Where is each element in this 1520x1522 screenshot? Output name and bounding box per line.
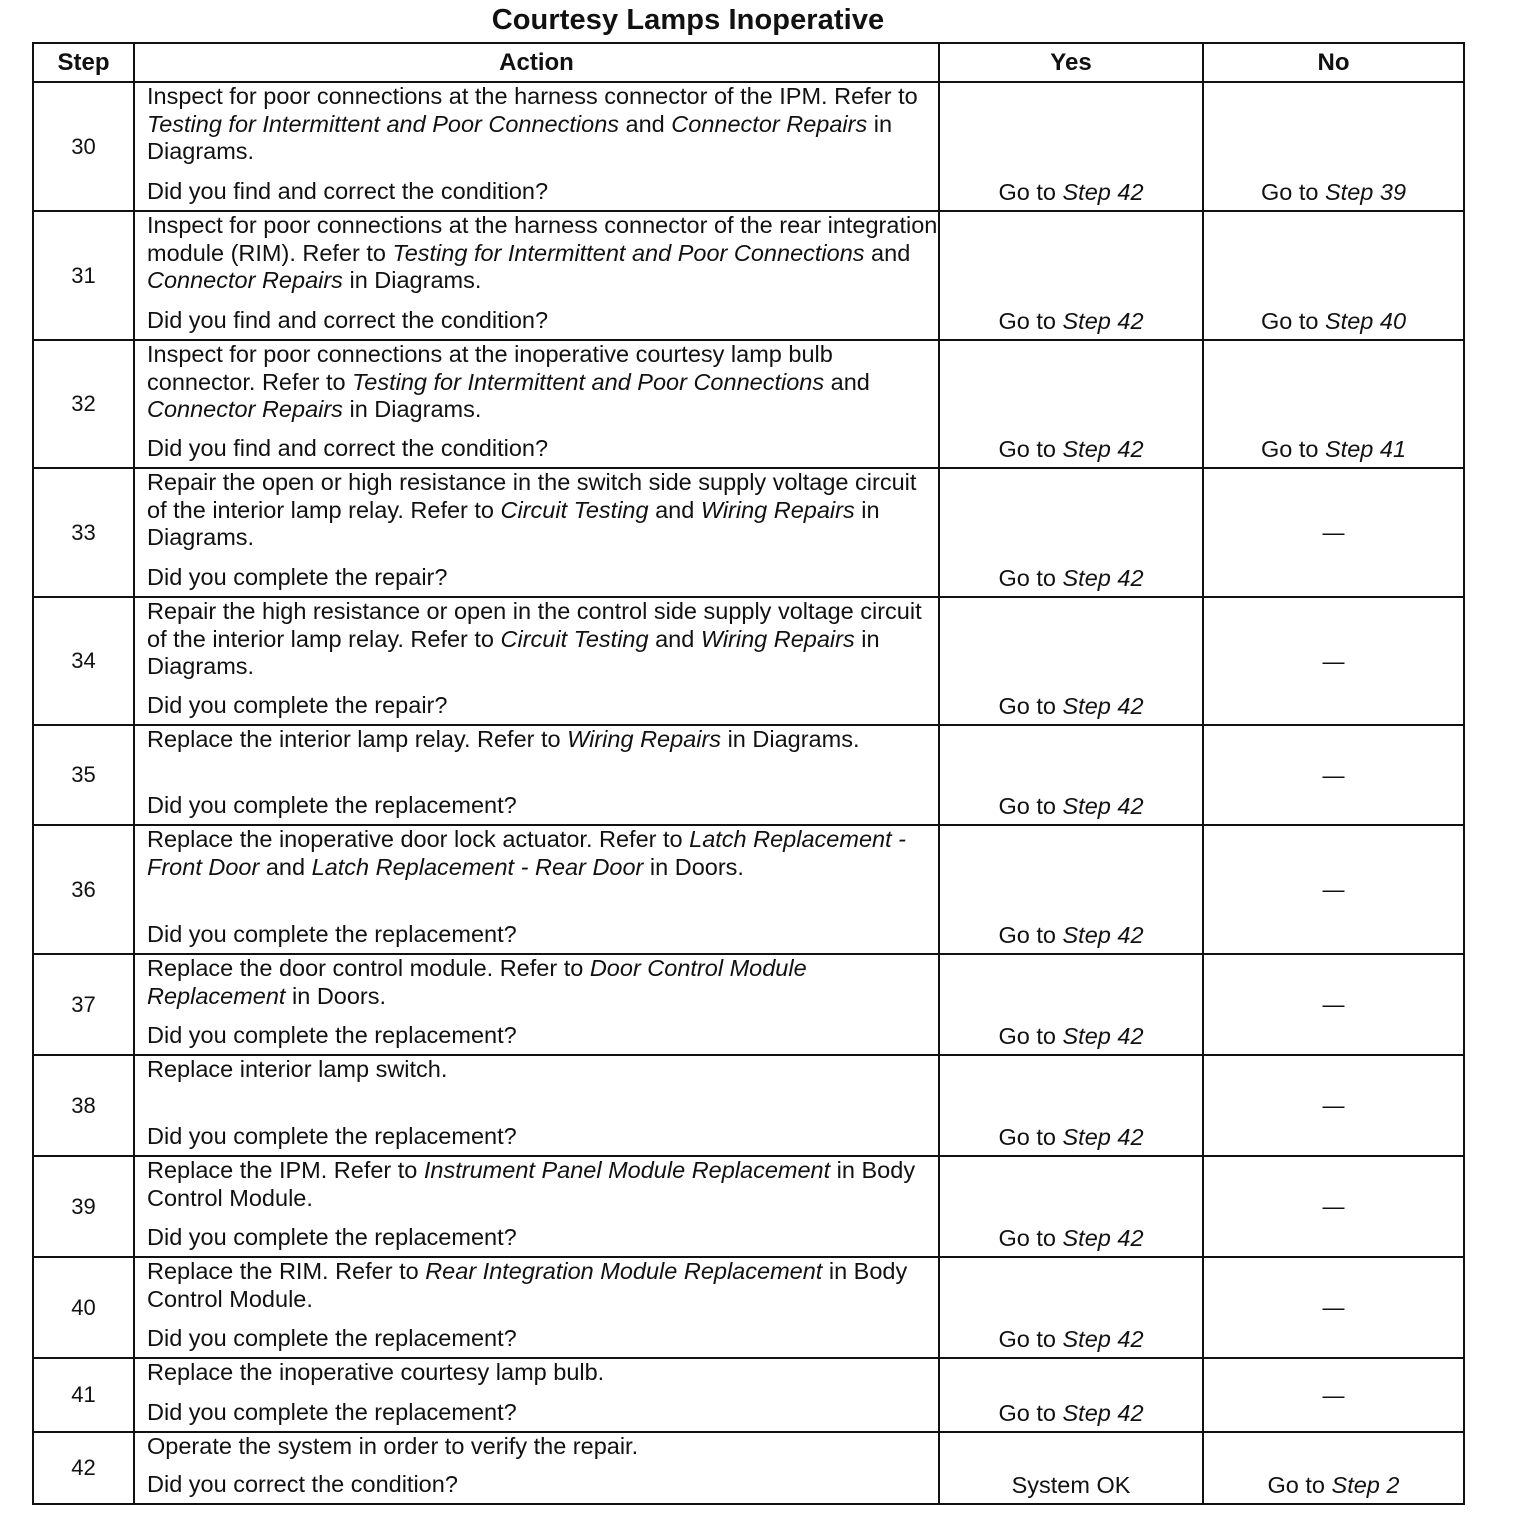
action-instruction bbox=[147, 1359, 938, 1387]
action-text: and bbox=[259, 853, 312, 880]
action-text: Replace the RIM. Refer to bbox=[147, 1258, 426, 1284]
not-applicable-dash: — bbox=[1322, 1194, 1345, 1219]
action-question: Did you complete the repair? bbox=[147, 691, 448, 718]
not-applicable-dash: — bbox=[1322, 1295, 1345, 1320]
action-cell bbox=[134, 340, 939, 468]
no-result bbox=[1203, 1055, 1464, 1156]
no-result bbox=[1203, 954, 1464, 1055]
not-applicable-dash: — bbox=[1322, 520, 1345, 545]
not-applicable-dash: — bbox=[1322, 648, 1345, 674]
action-text: in Diagrams. bbox=[342, 267, 482, 293]
action-reference: Testing for Intermittent and Poor Connections bbox=[147, 110, 620, 137]
action-question: Did you find and correct the condition? bbox=[147, 177, 549, 204]
action-question: Did you find and correct the condition? bbox=[147, 434, 549, 461]
action-text: Replace the inoperative door lock actuator. Refer to bbox=[147, 826, 690, 852]
not-applicable-dash: — bbox=[1322, 1093, 1345, 1118]
yes-result bbox=[939, 597, 1203, 725]
yes-reference: Step 42 bbox=[1062, 693, 1144, 719]
action-text: and bbox=[864, 239, 911, 266]
yes-reference: Step 42 bbox=[1062, 1124, 1144, 1150]
action-reference: Testing for Intermittent and Poor Connections bbox=[352, 368, 825, 395]
yes-result bbox=[939, 1055, 1203, 1156]
action-text: Replace the inoperative courtesy lamp bulb. bbox=[147, 1359, 605, 1385]
action-text: in Diagrams. bbox=[147, 625, 880, 679]
action-question: Did you complete the replacement? bbox=[147, 1223, 517, 1250]
action-instruction bbox=[147, 955, 938, 1010]
not-applicable-dash: — bbox=[1322, 992, 1345, 1017]
no-result bbox=[1203, 1358, 1464, 1432]
yes-text: Go to bbox=[998, 1225, 1063, 1251]
action-reference: Wiring Repairs bbox=[700, 496, 855, 523]
yes-reference: Step 42 bbox=[1062, 1400, 1144, 1426]
action-instruction bbox=[147, 212, 938, 295]
action-instruction bbox=[147, 1258, 938, 1313]
table-row bbox=[33, 825, 1464, 954]
action-reference: Instrument Panel Module Replacement bbox=[423, 1157, 831, 1183]
action-text: Inspect for poor connections at the inoperative courtesy lamp bulb connector. Refer to bbox=[147, 341, 833, 395]
step-number: 42 bbox=[33, 1432, 134, 1504]
yes-result bbox=[939, 1156, 1203, 1257]
action-cell bbox=[134, 211, 939, 340]
step-number: 35 bbox=[33, 725, 134, 825]
action-text: in Diagrams. bbox=[147, 110, 893, 164]
action-reference: Latch Replacement - Rear Door bbox=[311, 853, 644, 880]
yes-result bbox=[939, 825, 1203, 954]
action-text: in Doors. bbox=[285, 982, 387, 1009]
action-reference: Testing for Intermittent and Poor Connections bbox=[392, 239, 865, 266]
action-cell bbox=[134, 825, 939, 954]
no-reference: Step 41 bbox=[1325, 436, 1407, 462]
action-text: Repair the open or high resistance in the switch side supply voltage circuit of the interior lamp relay. Refer to bbox=[147, 469, 917, 523]
yes-result bbox=[939, 1358, 1203, 1432]
action-text: Replace the interior lamp relay. Refer to bbox=[147, 726, 568, 752]
table-row bbox=[33, 1432, 1464, 1504]
action-reference: Circuit Testing bbox=[500, 625, 649, 652]
not-applicable-dash: — bbox=[1322, 762, 1345, 788]
no-result bbox=[1203, 1156, 1464, 1257]
action-question: Did you correct the condition? bbox=[147, 1470, 458, 1497]
no-reference: Step 40 bbox=[1325, 308, 1407, 334]
table-row bbox=[33, 468, 1464, 597]
table-header-row bbox=[33, 43, 1464, 82]
step-number: 36 bbox=[33, 825, 134, 954]
action-question: Did you complete the replacement? bbox=[147, 791, 517, 818]
action-reference: Latch Replacement - Front Door bbox=[147, 826, 906, 880]
action-text: in Doors. bbox=[643, 853, 744, 880]
yes-reference: Step 42 bbox=[1062, 436, 1144, 462]
yes-result bbox=[939, 1257, 1203, 1358]
yes-result bbox=[939, 211, 1203, 340]
action-cell bbox=[134, 1257, 939, 1358]
yes-result bbox=[939, 82, 1203, 211]
no-result bbox=[1203, 597, 1464, 725]
action-instruction bbox=[147, 1157, 938, 1212]
action-question: Did you complete the replacement? bbox=[147, 1021, 517, 1048]
table-row bbox=[33, 1257, 1464, 1358]
header-no: No bbox=[1203, 43, 1464, 82]
action-text: Operate the system in order to verify the repair. bbox=[147, 1433, 639, 1459]
no-result bbox=[1203, 725, 1464, 825]
action-instruction bbox=[147, 826, 938, 881]
action-text: and bbox=[619, 110, 672, 137]
action-question: Did you complete the replacement? bbox=[147, 1122, 517, 1149]
no-result bbox=[1203, 340, 1464, 468]
action-instruction bbox=[147, 1433, 938, 1461]
step-number: 37 bbox=[33, 954, 134, 1055]
no-result bbox=[1203, 1432, 1464, 1504]
yes-text: Go to bbox=[998, 436, 1063, 462]
action-instruction bbox=[147, 83, 938, 166]
no-reference: Step 39 bbox=[1325, 179, 1407, 205]
action-instruction bbox=[147, 341, 938, 424]
yes-text: Go to bbox=[998, 693, 1063, 719]
action-cell bbox=[134, 1358, 939, 1432]
step-number: 30 bbox=[33, 82, 134, 211]
yes-result bbox=[939, 468, 1203, 597]
yes-result bbox=[939, 954, 1203, 1055]
yes-text: Go to bbox=[998, 1400, 1063, 1426]
action-reference: Wiring Repairs bbox=[567, 726, 722, 752]
action-question: Did you find and correct the condition? bbox=[147, 306, 549, 333]
yes-reference: Step 42 bbox=[1062, 1326, 1144, 1352]
action-instruction bbox=[147, 469, 938, 552]
action-reference: Wiring Repairs bbox=[700, 625, 855, 652]
table-row bbox=[33, 725, 1464, 825]
action-reference: Connector Repairs bbox=[147, 267, 343, 293]
action-text: and bbox=[824, 368, 870, 395]
table-row bbox=[33, 82, 1464, 211]
action-instruction bbox=[147, 1056, 938, 1084]
action-text: Repair the high resistance or open in the control side supply voltage circuit of the interior lamp relay. Refer to bbox=[147, 598, 922, 652]
step-number: 38 bbox=[33, 1055, 134, 1156]
yes-text: Go to bbox=[998, 922, 1063, 948]
no-result bbox=[1203, 1257, 1464, 1358]
table-row bbox=[33, 211, 1464, 340]
action-text: Inspect for poor connections at the harness connector of the IPM. Refer to bbox=[147, 83, 918, 109]
action-cell bbox=[134, 468, 939, 597]
action-cell bbox=[134, 725, 939, 825]
step-number: 34 bbox=[33, 597, 134, 725]
yes-result bbox=[939, 1432, 1203, 1504]
action-instruction bbox=[147, 598, 938, 681]
action-text: Replace the IPM. Refer to bbox=[147, 1157, 424, 1183]
not-applicable-dash: — bbox=[1322, 1382, 1345, 1408]
no-reference: Step 2 bbox=[1331, 1472, 1400, 1498]
yes-text: Go to bbox=[998, 1326, 1063, 1352]
no-result bbox=[1203, 82, 1464, 211]
yes-reference: Step 42 bbox=[1062, 308, 1144, 334]
action-reference: Rear Integration Module Replacement bbox=[425, 1258, 823, 1284]
action-instruction bbox=[147, 726, 938, 754]
action-cell bbox=[134, 1432, 939, 1504]
yes-text: Go to bbox=[998, 308, 1063, 334]
not-applicable-dash: — bbox=[1322, 877, 1345, 902]
action-text: in Body Control Module. bbox=[147, 1258, 908, 1312]
yes-text: Go to bbox=[998, 793, 1063, 819]
yes-text: Go to bbox=[998, 179, 1063, 205]
yes-reference: Step 42 bbox=[1062, 922, 1144, 948]
header-step: Step bbox=[33, 43, 134, 82]
no-text: Go to bbox=[1260, 179, 1325, 205]
table-row bbox=[33, 1358, 1464, 1432]
yes-text: Go to bbox=[998, 565, 1063, 591]
action-reference: Connector Repairs bbox=[671, 110, 868, 137]
action-cell bbox=[134, 1156, 939, 1257]
step-number: 32 bbox=[33, 340, 134, 468]
no-result bbox=[1203, 468, 1464, 597]
no-text: Go to bbox=[1267, 1472, 1332, 1498]
action-cell bbox=[134, 954, 939, 1055]
yes-reference: Step 42 bbox=[1062, 565, 1144, 591]
action-text: and bbox=[648, 625, 701, 652]
header-action: Action bbox=[134, 43, 939, 82]
action-reference: Door Control Module Replacement bbox=[147, 955, 807, 1009]
table-row bbox=[33, 1156, 1464, 1257]
action-text: Replace the door control module. Refer to bbox=[147, 955, 590, 981]
table-body bbox=[33, 82, 1464, 1504]
no-text: Go to bbox=[1260, 436, 1325, 462]
header-yes: Yes bbox=[939, 43, 1203, 82]
step-number: 39 bbox=[33, 1156, 134, 1257]
page-title: Courtesy Lamps Inoperative bbox=[491, 4, 885, 36]
action-question: Did you complete the replacement? bbox=[147, 1398, 517, 1425]
step-number: 40 bbox=[33, 1257, 134, 1358]
yes-result bbox=[939, 725, 1203, 825]
no-text: Go to bbox=[1260, 308, 1325, 334]
action-text: Replace interior lamp switch. bbox=[147, 1056, 448, 1082]
action-text: in Diagrams. bbox=[342, 396, 482, 422]
step-number: 33 bbox=[33, 468, 134, 597]
diagnostic-table bbox=[32, 42, 1465, 1505]
action-text: in Diagrams. bbox=[147, 496, 880, 550]
action-text: and bbox=[648, 496, 701, 523]
action-cell bbox=[134, 82, 939, 211]
yes-reference: Step 42 bbox=[1062, 793, 1144, 819]
yes-reference: Step 42 bbox=[1062, 1225, 1144, 1251]
action-text: in Body Control Module. bbox=[147, 1157, 916, 1211]
action-reference: Circuit Testing bbox=[500, 496, 649, 523]
yes-result bbox=[939, 340, 1203, 468]
table-row bbox=[33, 597, 1464, 725]
table-row bbox=[33, 340, 1464, 468]
action-cell bbox=[134, 597, 939, 725]
no-result bbox=[1203, 211, 1464, 340]
action-reference: Connector Repairs bbox=[147, 396, 343, 422]
yes-reference: Step 42 bbox=[1062, 1023, 1144, 1049]
action-cell bbox=[134, 1055, 939, 1156]
action-question: Did you complete the repair? bbox=[147, 563, 448, 590]
no-result bbox=[1203, 825, 1464, 954]
yes-text: Go to bbox=[998, 1023, 1063, 1049]
yes-text: System OK bbox=[1011, 1472, 1131, 1498]
step-number: 41 bbox=[33, 1358, 134, 1432]
action-text: Inspect for poor connections at the harness connector of the rear integration module (RIM). Refer to bbox=[147, 212, 938, 266]
action-question: Did you complete the replacement? bbox=[147, 1324, 517, 1351]
yes-text: Go to bbox=[998, 1124, 1063, 1150]
table-row bbox=[33, 954, 1464, 1055]
yes-reference: Step 42 bbox=[1062, 179, 1144, 205]
action-question: Did you complete the replacement? bbox=[147, 920, 517, 947]
step-number: 31 bbox=[33, 211, 134, 340]
table-row bbox=[33, 1055, 1464, 1156]
action-text: in Diagrams. bbox=[721, 726, 860, 752]
